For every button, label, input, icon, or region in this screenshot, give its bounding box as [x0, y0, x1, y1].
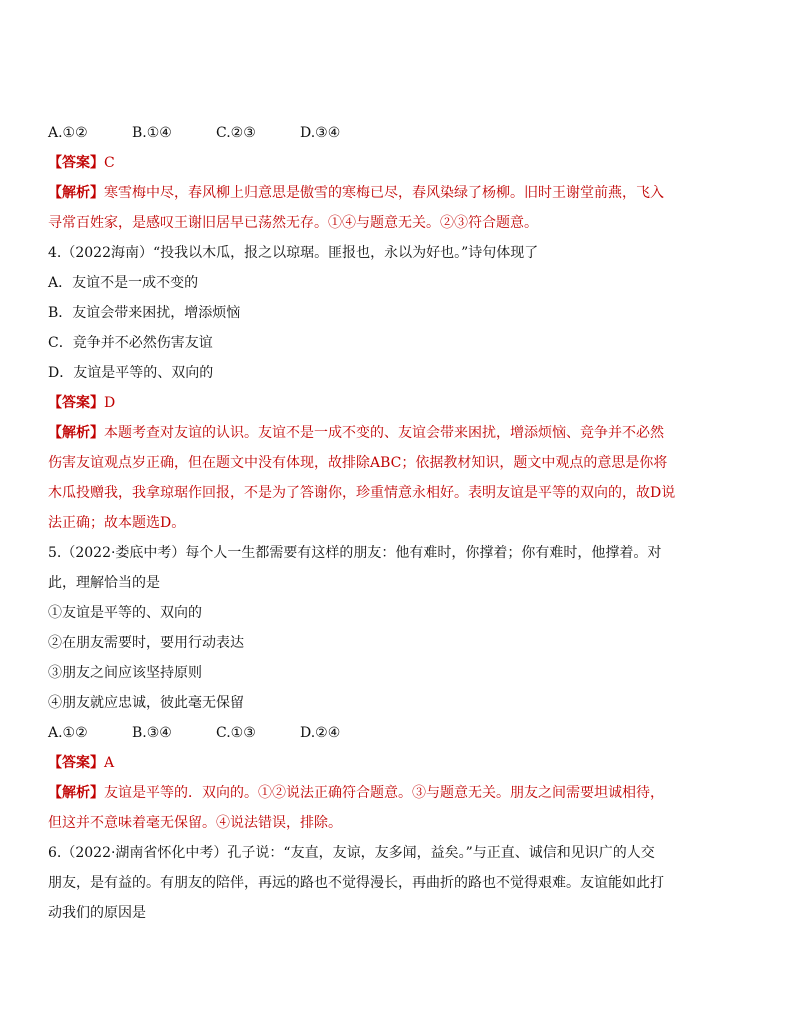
- analysis-text: 寒雪梅中尽，春风柳上归意思是傲雪的寒梅已尽，春风染绿了杨柳。旧时王谢堂前燕，飞入: [104, 185, 664, 201]
- q5-item-2: ②在朋友需要时，要用行动表达: [48, 635, 244, 651]
- analysis-text: 友谊是平等的．双向的。①②说法正确符合题意。③与题意无关。朋友之间需要坦诚相待，: [104, 785, 664, 801]
- answer-value: D: [104, 395, 116, 411]
- q3-options: [48, 118, 754, 148]
- q4-option-b: B．友谊会带来困扰，增添烦恼: [48, 305, 241, 321]
- answer-value: A: [104, 755, 115, 771]
- answer-tag: 【答案】: [48, 155, 104, 171]
- q4-analysis-line-3: 木瓜投赠我，我拿琼琚作回报，不是为了答谢你，珍重情意永相好。表明友谊是平等的双向的，故D说: [48, 485, 676, 501]
- analysis-text: 本题考查对友谊的认识。友谊不是一成不变的、友谊会带来困扰，增添烦恼、竞争并不必然: [104, 425, 664, 441]
- analysis-tag: 【解析】: [48, 425, 104, 441]
- q5-options: [48, 718, 754, 748]
- q3-option-d: D.③④: [300, 125, 341, 141]
- q5-answer: [48, 748, 754, 778]
- q5-analysis-line-1: [48, 778, 754, 808]
- q5-stem-line-1: 5.（2022·娄底中考）每个人一生都需要有这样的朋友：他有难时，你撑着；你有难时，他撑着。对: [48, 545, 662, 561]
- q3-analysis-line-1: [48, 178, 754, 208]
- answer-tag: 【答案】: [48, 395, 104, 411]
- q3-option-a: A.①②: [48, 125, 88, 141]
- q5-option-d: D.②④: [300, 725, 341, 741]
- q5-item-1: ①友谊是平等的、双向的: [48, 605, 202, 621]
- q5-analysis-line-2: 但这并不意味着毫无保留。④说法错误，排除。: [48, 815, 342, 831]
- analysis-tag: 【解析】: [48, 185, 104, 201]
- q4-option-a: A．友谊不是一成不变的: [48, 275, 199, 291]
- q5-item-3: ③朋友之间应该坚持原则: [48, 665, 202, 681]
- q4-answer: [48, 388, 754, 418]
- q4-analysis-line-4: 法正确；故本题选D。: [48, 515, 186, 531]
- q4-stem: 4.（2022海南）“投我以木瓜，报之以琼琚。匪报也，永以为好也。”诗句体现了: [48, 245, 539, 261]
- q4-analysis-line-1: [48, 418, 754, 448]
- document-page: [48, 118, 754, 928]
- q6-stem-line-1: 6.（2022·湖南省怀化中考）孔子说：“友直，友谅，友多闻，益矣。”与正直、诚信和见识广的人交: [48, 845, 655, 861]
- q6-stem-line-3: 动我们的原因是: [48, 905, 146, 921]
- q3-answer: [48, 148, 754, 178]
- q6-stem-line-2: 朋友，是有益的。有朋友的陪伴，再远的路也不觉得漫长，再曲折的路也不觉得艰难。友谊能如此打: [48, 875, 664, 891]
- q3-option-c: C.②③: [216, 125, 256, 141]
- q5-stem-line-2: 此，理解恰当的是: [48, 575, 160, 591]
- q5-item-4: ④朋友就应忠诚，彼此毫无保留: [48, 695, 244, 711]
- q5-option-c: C.①③: [216, 725, 256, 741]
- q4-option-c: C．竞争并不必然伤害友谊: [48, 335, 213, 351]
- analysis-tag: 【解析】: [48, 785, 104, 801]
- answer-value: C: [104, 155, 115, 171]
- q4-analysis-line-2: 伤害友谊观点岁正确，但在题文中没有体现，故排除ABC；依据教材知识，题文中观点的意思是你将: [48, 455, 668, 471]
- q5-option-a: A.①②: [48, 725, 88, 741]
- q3-analysis-line-2: 寻常百姓家，是感叹王谢旧居早已荡然无存。①④与题意无关。②③符合题意。: [48, 215, 538, 231]
- q5-option-b: B.③④: [132, 725, 172, 741]
- q3-option-b: B.①④: [132, 125, 172, 141]
- q4-option-d: D．友谊是平等的、双向的: [48, 365, 214, 381]
- answer-tag: 【答案】: [48, 755, 104, 771]
